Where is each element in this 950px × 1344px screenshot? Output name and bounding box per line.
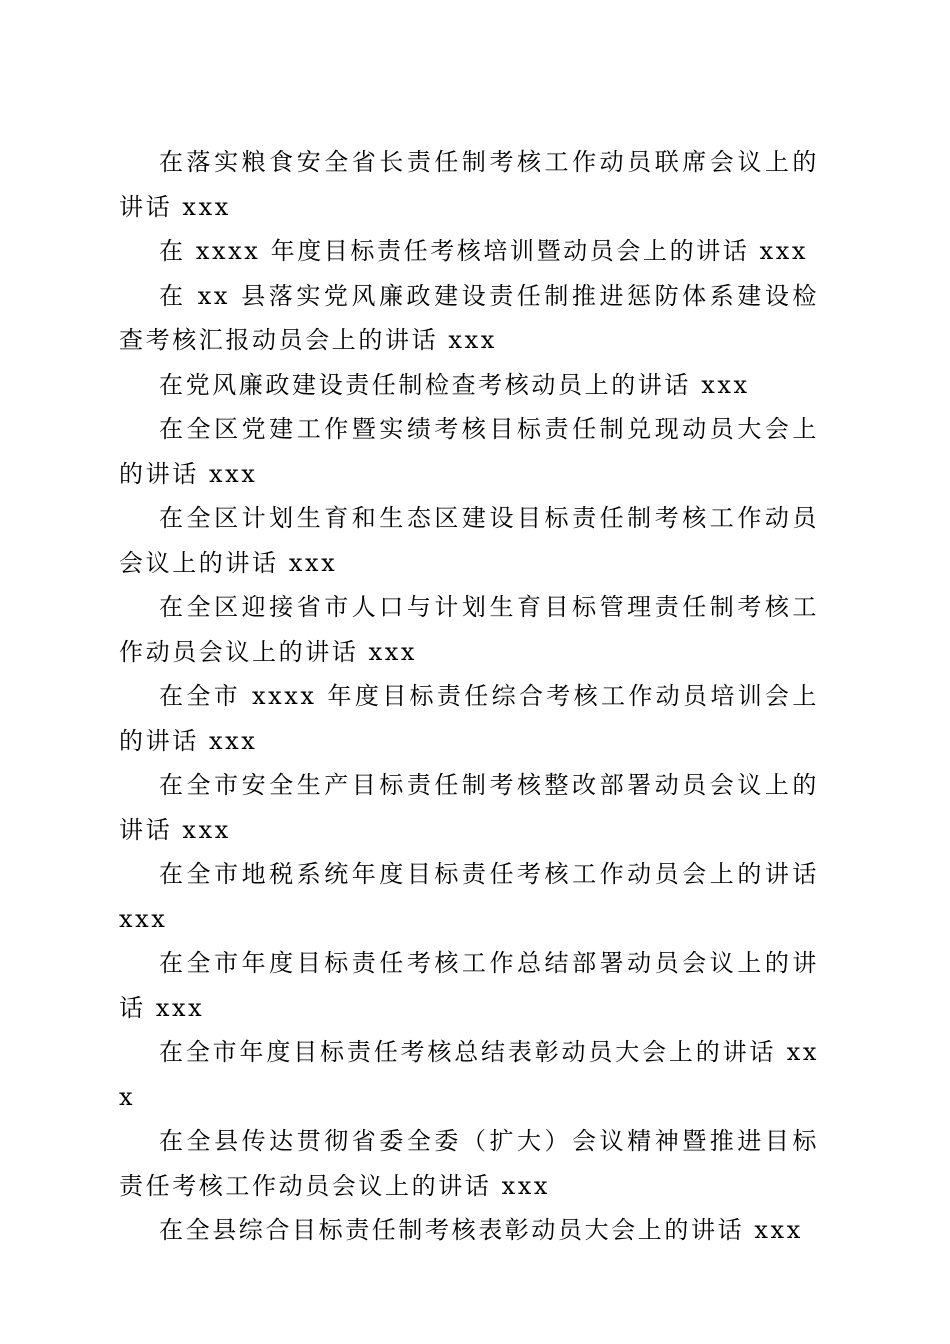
- list-item: 在党风廉政建设责任制检查考核动员上的讲话 xxx: [159, 370, 750, 399]
- list-item: 在全市 xxxx 年度目标责任综合考核工作动员培训会上的讲话 xxx: [119, 682, 819, 755]
- list-item: 在全市年度目标责任考核工作总结部署动员会议上的讲话 xxx: [119, 949, 819, 1022]
- list-item: 在全区迎接省市人口与计划生育目标管理责任制考核工作动员会议上的讲话 xxx: [119, 593, 819, 666]
- document-page: [119, 140, 819, 1253]
- list-item: 在 xxxx 年度目标责任考核培训暨动员会上的讲话 xxx: [159, 237, 809, 265]
- list-item: 在全区党建工作暨实绩考核目标责任制兑现动员大会上的讲话 xxx: [119, 415, 819, 488]
- list-item: 在全市年度目标责任考核总结表彰动员大会上的讲话 xxx: [119, 1038, 819, 1111]
- list-item: 在全县综合目标责任制考核表彰动员大会上的讲话 xxx: [159, 1216, 803, 1244]
- list-item: 在 xx 县落实党风廉政建设责任制推进惩防体系建设检查考核汇报动员会上的讲话 xxx: [119, 281, 819, 354]
- list-item: 在落实粮食安全省长责任制考核工作动员联席会议上的讲话 xxx: [119, 148, 819, 221]
- list-item: 在全市地税系统年度目标责任考核工作动员会上的讲话 xxx: [119, 860, 819, 933]
- list-item: 在全市安全生产目标责任制考核整改部署动员会议上的讲话 xxx: [119, 771, 819, 844]
- list-item: 在全区计划生育和生态区建设目标责任制考核工作动员会议上的讲话 xxx: [119, 504, 819, 577]
- list-item: 在全县传达贯彻省委全委（扩大）会议精神暨推进目标责任考核工作动员会议上的讲话 xxx: [119, 1127, 819, 1200]
